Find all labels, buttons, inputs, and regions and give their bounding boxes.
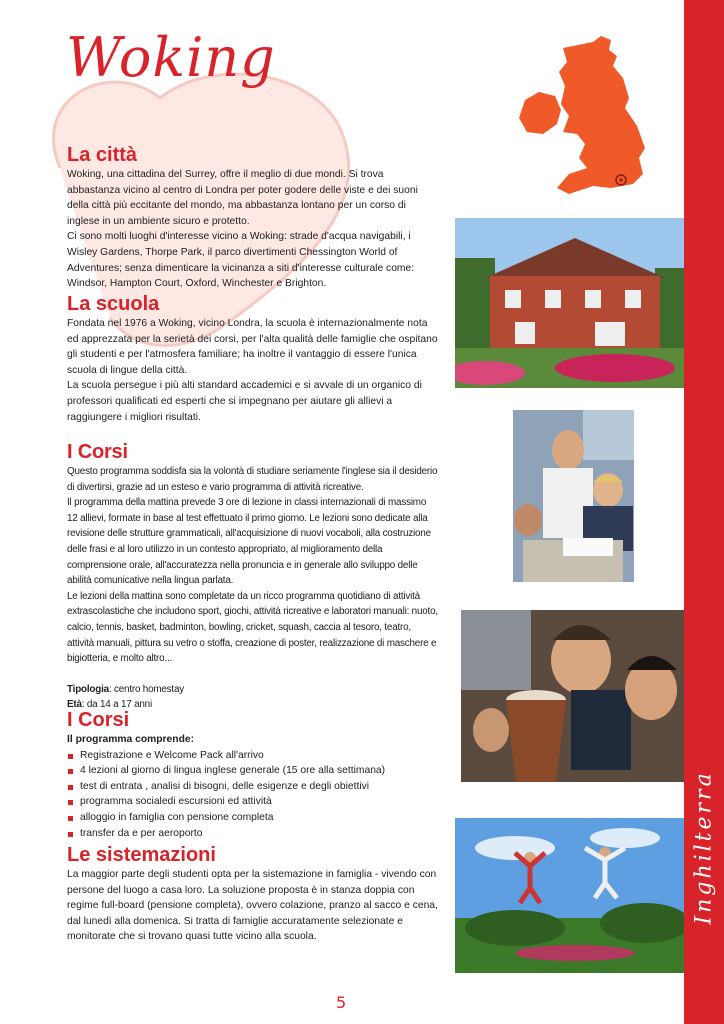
programma-intro-text: Il programma comprende: [67,734,195,745]
page-title: Woking [66,26,276,89]
list-item: transfer da e per aeroporto [67,826,439,842]
classroom-photo [513,410,634,582]
programma-intro [67,732,439,748]
list-item: 4 lezioni al giorno di lingua inglese generale (15 ore alla settimana) [67,763,439,779]
corsi-paragraph-2: Il programma della mattina prevede 3 ore di lezione in classi internazionali di massimo 12 allievi, formate in base al test effettuato il primo giorno. Le lezioni sono dedicate alla revisione delle strutture grammaticali, all'acquisizione di nuovi vocaboli, alla costruzione delle frasi e al loro utilizzo in un contesto appropriato, al miglioramento della comprensione orale, all'accuratezza nella pronuncia e in generale allo sviluppo delle abilità comunicative nella lingua parlata. [67,497,431,587]
section-citta [67,143,439,292]
eta-value: : da 14 a 17 anni [81,699,152,711]
eta-label: Età [67,699,82,711]
section-scuola [67,292,439,425]
sidebar-country-label: Inghilterra [691,770,717,925]
tipologia-line [67,682,439,698]
school-building-photo [455,218,684,388]
scuola-paragraph-1: Fondata nel 1976 a Woking, vicino Londra, la scuola è internazionalmente nota ed apprezzata per la serietà dei corsi, per l'alta qualità delle famiglie che ospitano gli studenti e per l'atmosfera familiare; ha inoltre il vantaggio di essere l'unica scuola di lingue della città. [67,318,438,376]
corsi-paragraph-1: Questo programma soddisfa sia la volontà di studiare seriamente l'inglese sia il desiderio di divertirsi, grazie ad un esteso e vario programma di attività ricreative. [67,466,438,493]
section-corsi-2 [67,708,439,841]
corsi-paragraph-3: Le lezioni della mattina sono completate da un ricco programma quotidiano di attività extrascolastiche che includono sport, giochi, attività ricreative e laboratori manuali: nuoto, calcio, tennis, basket, badminton, bowling, cricket, squash, caccia al tesoro, teatro, attività manuali, pittura su vetro o stoffa, creazione di poster, realizzazione di maschere e bigiotteria, e molto altro... [67,590,438,665]
scuola-paragraph-2: La scuola persegue i più alti standard accademici e si avvale di un organico di professori qualificati ed esperti che si impegnano per aiutare gli allievi a raggiungere i migliori risultati. [67,380,422,423]
programma-list [67,748,439,842]
jumping-students-photo [455,818,684,973]
sistemazioni-paragraph: La maggior parte degli studenti opta per la sistemazione in famiglia - vivendo con persone del luogo a casa loro. La soluzione proposta è in stanza doppia con regime full-board (pensione completa), ovvero colazione, pranzo al sacco e cena, dal lunedì alla domenica. Si tratta di famiglie accuratamente selezionate e monitorate che si trovano quasi tutte vicino alla scuola. [67,869,438,943]
heading-scuola: La scuola [67,293,160,315]
uk-map-icon [505,20,655,210]
sidebar-country-label-box [684,770,724,928]
heading-sistemazioni: Le sistemazioni [67,844,216,866]
list-item: alloggio in famiglia con pensione completa [67,810,439,826]
section-corsi-1 [67,440,439,713]
citta-paragraph-1: Woking, una cittadina del Surrey, offre il meglio di due mondi. Si trova abbastanza vicino al centro di Londra per poter godere delle viste e dei suoni della città più eccitante del mondo, ma abbastanza lontano per un corso di inglese in un ambiente sicuro e protetto. [67,169,418,227]
tipologia-value: : centro homestay [108,683,184,695]
heading-corsi-2: I Corsi [67,709,130,731]
heading-citta: La città [67,144,138,166]
list-item: Registrazione e Welcome Pack all'arrivo [67,748,439,764]
citta-paragraph-2: Ci sono molti luoghi d'interesse vicino a Woking: strade d'acqua navigabili, i Wisley Gardens, Thorpe Park, il parco divertimenti Chessington World of Adventures; senza dimenticare la vicinanza a siti d'interesse culturale come: Windsor, Hampton Court, Oxford, Winchester e Brighton. [67,231,415,290]
list-item: programma socialedi escursioni ed attività [67,794,439,810]
list-item: test di entrata , analisi di bisogni, delle esigenze e degli obiettivi [67,779,439,795]
page-number: 5 [336,993,347,1012]
section-sistemazioni [67,843,439,945]
drums-students-photo [461,610,684,782]
heading-corsi-1: I Corsi [67,441,128,463]
tipologia-label: Tipologia [67,683,109,695]
